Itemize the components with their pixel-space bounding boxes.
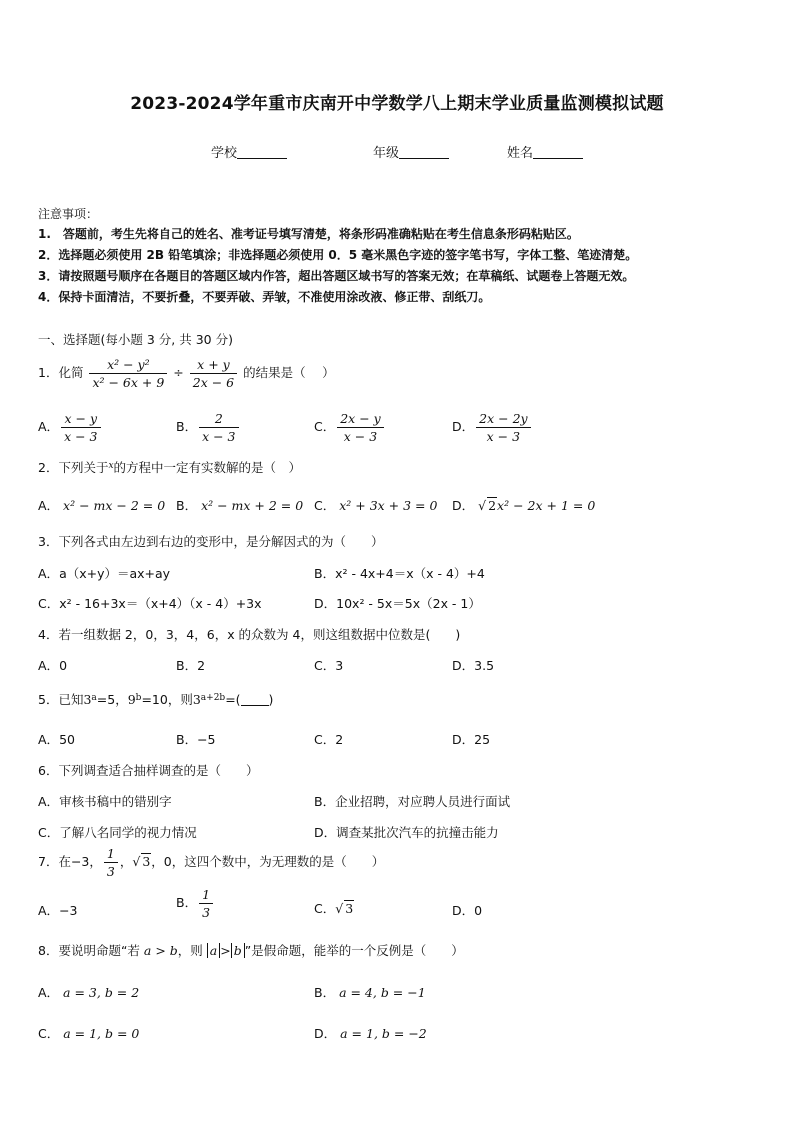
option-label: A． <box>38 498 60 513</box>
option-label: A． <box>38 566 60 581</box>
option-label: C． <box>314 419 336 434</box>
school-label: 学校 <box>211 146 238 161</box>
q5-exponent: a <box>91 693 97 703</box>
option-label: A． <box>38 903 60 918</box>
numerator: 2x − y <box>337 411 384 428</box>
page-title: 2023-2024学年重市庆南开中学数学八上期末学业质量监测模拟试题 <box>130 94 664 114</box>
name-blank[interactable] <box>533 146 583 159</box>
denominator: x − 3 <box>343 429 378 444</box>
q1-operator: ÷ <box>173 365 184 380</box>
q6-option-a[interactable] <box>38 792 172 810</box>
q5-text: =10，则 <box>141 692 193 707</box>
section-heading: 一、选择题(每小题 3 分, 共 30 分) <box>38 332 233 347</box>
option-text: 了解八名同学的视力情况 <box>59 825 197 840</box>
denominator: 3 <box>106 864 115 879</box>
q5-text: =( <box>225 692 241 707</box>
numerator: 2x − 2y <box>476 411 530 428</box>
option-text: 2 <box>335 732 344 747</box>
abs-a: a <box>207 943 220 958</box>
q1-option-c[interactable] <box>314 411 386 444</box>
option-fraction <box>199 411 238 444</box>
option-label: D． <box>452 498 475 513</box>
option-label: A． <box>38 419 60 434</box>
question-4: 4．若一组数据 2，0，3，4，6，x 的众数为 4，则这组数据中位数是( ) <box>38 627 461 642</box>
q8-option-d[interactable] <box>314 1024 427 1042</box>
q5-exponent: b <box>135 693 142 703</box>
q1-suffix: 的结果是（ ） <box>243 365 335 380</box>
q8-option-c[interactable] <box>38 1024 139 1042</box>
option-label: A． <box>38 985 60 1000</box>
option-label: B． <box>314 985 336 1000</box>
q2-suffix: 的方程中一定有实数解的是（ ） <box>113 460 302 475</box>
denominator: x − 3 <box>64 429 98 444</box>
q7-option-a[interactable] <box>38 901 78 919</box>
option-label: C． <box>314 901 336 916</box>
option-text: a = 1, b = 0 <box>63 1026 140 1041</box>
option-label: B． <box>176 498 198 513</box>
option-label: D． <box>452 658 475 673</box>
option-label: C． <box>314 498 336 513</box>
q5-prefix: 5．已知 <box>38 692 84 707</box>
q1-f1-numerator: x² − y² <box>89 357 167 374</box>
q8-condition: a > b <box>143 943 178 958</box>
q3-option-b[interactable] <box>314 564 485 582</box>
q5-exponent: a+2b <box>200 693 226 703</box>
option-label: C． <box>314 658 336 673</box>
q3-option-a[interactable] <box>38 564 170 582</box>
option-text: 审核书稿中的错别字 <box>59 794 172 809</box>
option-label: B． <box>176 895 198 910</box>
option-label: B． <box>176 732 198 747</box>
option-text: 2 <box>197 658 206 673</box>
option-label: D． <box>314 825 337 840</box>
option-text: 0 <box>59 658 68 673</box>
notice-item: 2．选择题必须使用 2B 铅笔填涂；非选择题必须使用 0．5 毫米黑色字迹的签字笔书写，字体工整、笔迹清楚。 <box>38 248 638 262</box>
q7-option-d[interactable] <box>452 901 482 919</box>
option-text: 50 <box>59 732 75 747</box>
sqrt-sign: √ <box>132 854 141 869</box>
option-text: 25 <box>474 732 491 747</box>
notice-item: 1. 答题前，考生先将自己的姓名、准考证号填写清楚，将条形码准确粘贴在考生信息条形码粘贴区。 <box>38 227 579 241</box>
q6-option-b[interactable] <box>314 792 510 810</box>
option-text: 3.5 <box>474 658 495 673</box>
numerator: 2 <box>199 411 238 428</box>
q1-option-a[interactable] <box>38 411 103 444</box>
q1-f2-denominator: 2x − 6 <box>192 375 235 390</box>
option-label: D． <box>314 596 337 611</box>
option-label: B． <box>176 658 198 673</box>
question-7 <box>38 846 384 879</box>
option-text: 0 <box>474 903 483 918</box>
question-2 <box>38 458 301 476</box>
option-text: −3 <box>59 903 78 918</box>
option-text: a = 1, b = −2 <box>340 1026 427 1041</box>
option-fraction <box>476 411 530 444</box>
option-text: x² + 3x + 3 = 0 <box>339 498 438 513</box>
option-label: C． <box>314 732 336 747</box>
sqrt-radicand: 2 <box>488 498 497 513</box>
q7-suffix: ，0，这四个数中，为无理数的是（ ） <box>151 854 385 869</box>
q4-option-c[interactable] <box>314 656 343 674</box>
gt-sign: > <box>220 943 231 958</box>
answer-blank[interactable] <box>241 693 269 706</box>
option-fraction <box>199 887 213 920</box>
sqrt-radicand: 3 <box>142 854 151 869</box>
q5-base: 3 <box>192 692 201 707</box>
option-text: x² − 2x + 1 = 0 <box>497 498 596 513</box>
q7-option-c[interactable] <box>314 899 354 917</box>
school-blank[interactable] <box>237 146 287 159</box>
q8-suffix: ”是假命题，能举的一个反例是（ ） <box>244 943 464 958</box>
q4-option-d[interactable] <box>452 656 494 674</box>
denominator: x − 3 <box>202 429 236 444</box>
option-label: B． <box>314 566 336 581</box>
q5-option-b[interactable] <box>176 730 216 748</box>
q7-prefix: 7．在−3， <box>38 854 102 869</box>
option-label: C． <box>38 825 60 840</box>
option-label: A． <box>38 794 60 809</box>
grade-label: 年级 <box>373 146 400 161</box>
numerator: x − y <box>61 411 100 428</box>
q8-text: ，则 <box>177 943 203 958</box>
grade-blank[interactable] <box>399 146 449 159</box>
option-label: D． <box>314 1026 337 1041</box>
sqrt-sign: √ <box>335 901 344 916</box>
option-fraction <box>337 411 384 444</box>
sqrt-radicand: 3 <box>345 901 354 916</box>
name-label: 姓名 <box>507 146 534 161</box>
q2-option-b[interactable] <box>176 496 303 514</box>
q5-text: =5， <box>96 692 128 707</box>
q4-option-a[interactable] <box>38 656 67 674</box>
q1-prefix: 1．化简 <box>38 365 84 380</box>
option-text: −5 <box>197 732 216 747</box>
name-field[interactable] <box>507 142 583 161</box>
q7-comma: ， <box>119 854 133 869</box>
denominator: 3 <box>202 905 211 920</box>
option-label: A． <box>38 658 60 673</box>
numerator: 1 <box>199 887 213 904</box>
q3-option-c[interactable] <box>38 594 262 612</box>
option-fraction <box>61 411 100 444</box>
q7-option-b[interactable] <box>176 887 215 920</box>
question-1 <box>38 357 335 390</box>
option-label: D． <box>452 732 475 747</box>
option-text: 企业招聘，对应聘人员进行面试 <box>335 794 511 809</box>
option-text: x² − mx + 2 = 0 <box>201 498 304 513</box>
option-label: D． <box>452 419 475 434</box>
option-text: 调查某批次汽车的抗撞击能力 <box>336 825 499 840</box>
q2-option-a[interactable] <box>38 496 165 514</box>
q1-option-b[interactable] <box>176 411 241 444</box>
numerator: 1 <box>104 846 118 863</box>
q8-option-b[interactable] <box>314 983 426 1001</box>
option-label: C． <box>38 1026 60 1041</box>
q2-prefix: 2．下列关于 <box>38 460 109 475</box>
q2-option-d[interactable] <box>452 496 595 514</box>
q5-base: 3 <box>83 692 92 707</box>
q6-option-c[interactable] <box>38 823 197 841</box>
question-6: 6．下列调查适合抽样调查的是（ ） <box>38 763 259 778</box>
q1-f2-numerator: x + y <box>190 357 237 374</box>
school-field[interactable] <box>211 142 287 161</box>
option-label: A． <box>38 732 60 747</box>
abs-b: b <box>231 943 245 958</box>
q4-option-b[interactable] <box>176 656 205 674</box>
option-text: a = 3, b = 2 <box>63 985 140 1000</box>
option-text: a = 4, b = −1 <box>339 985 426 1000</box>
option-label: C． <box>38 596 60 611</box>
option-text: x² - 4x+4＝x（x - 4）+4 <box>335 566 485 581</box>
q1-option-d[interactable] <box>452 411 533 444</box>
grade-field[interactable] <box>373 142 449 161</box>
q2-option-c[interactable] <box>314 496 437 514</box>
q8-prefix: 8．要说明命题“若 <box>38 943 140 958</box>
denominator: x − 3 <box>486 429 521 444</box>
option-text: a（x+y）＝ax+ay <box>59 566 171 581</box>
q5-close: ) <box>268 692 274 707</box>
q7-fraction <box>104 846 118 879</box>
question-8 <box>38 941 464 959</box>
q3-option-d[interactable] <box>314 594 481 612</box>
notice-item: 3．请按照题号顺序在各题目的答题区域内作答，超出答题区域书写的答案无效；在草稿纸、试题卷上答题无效。 <box>38 269 635 283</box>
q6-option-d[interactable] <box>314 823 499 841</box>
sqrt-sign: √ <box>478 498 487 513</box>
option-text: x² - 16+3x＝（x+4）（x - 4）+3x <box>59 596 262 611</box>
q5-option-d[interactable] <box>452 730 490 748</box>
q2-variable: x <box>108 461 114 471</box>
option-label: B． <box>176 419 198 434</box>
question-5 <box>38 690 273 708</box>
q1-fraction-1 <box>89 357 167 390</box>
q1-f1-denominator: x² − 6x + 9 <box>92 375 165 390</box>
option-text: 10x² - 5x＝5x（2x - 1） <box>336 596 481 611</box>
notice-item: 4．保持卡面清洁，不要折叠，不要弄破、弄皱，不准使用涂改液、修正带、刮纸刀。 <box>38 290 491 304</box>
q8-option-a[interactable] <box>38 983 139 1001</box>
option-text: x² − mx − 2 = 0 <box>63 498 166 513</box>
question-3: 3．下列各式由左边到右边的变形中，是分解因式的为（ ） <box>38 534 384 549</box>
q5-option-c[interactable] <box>314 730 343 748</box>
option-text: 3 <box>335 658 344 673</box>
q1-fraction-2 <box>190 357 237 390</box>
q5-option-a[interactable] <box>38 730 75 748</box>
option-label: B． <box>314 794 336 809</box>
option-label: D． <box>452 903 475 918</box>
notice-heading: 注意事项： <box>38 207 99 221</box>
q5-base: 9 <box>127 692 136 707</box>
